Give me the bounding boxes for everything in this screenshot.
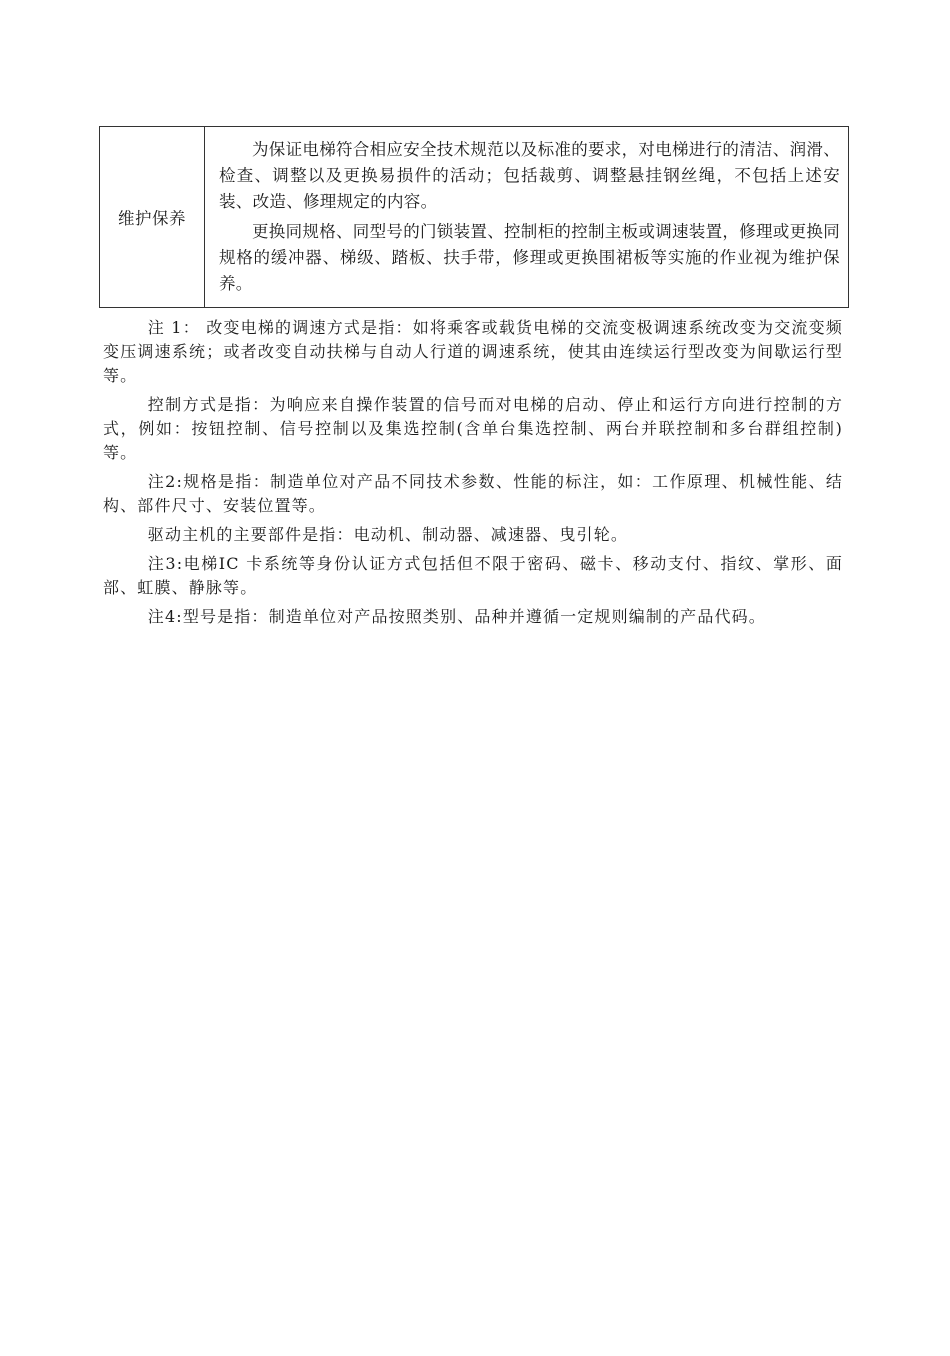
note-paragraph: 驱动主机的主要部件是指：电动机、制动器、减速器、曳引轮。 bbox=[147, 525, 628, 544]
note-paragraph: 注 1： 改变电梯的调速方式是指：如将乘客或载货电梯的交流变极调速系统改变为交流变频变压调速系统；或者改变自动扶梯与自动人行道的调速系统，使其由连续运行型改变为间歇运行型等。 bbox=[103, 318, 843, 385]
definition-cell bbox=[205, 127, 849, 308]
definition-paragraph: 更换同规格、同型号的门锁装置、控制柜的控制主板或调速装置，修理或更换同规格的缓冲器、梯级、踏板、扶手带，修理或更换围裙板等实施的作业视为维护保养。 bbox=[219, 222, 840, 293]
table-row bbox=[100, 127, 849, 308]
note-paragraph: 注4:型号是指：制造单位对产品按照类别、品种并遵循一定规则编制的产品代码。 bbox=[147, 607, 766, 626]
notes-section bbox=[103, 316, 843, 634]
definition-paragraph: 为保证电梯符合相应安全技术规范以及标准的要求，对电梯进行的清洁、润滑、检查、调整以及更换易损件的活动；包括裁剪、调整悬挂钢丝绳，不包括上述安装、改造、修理规定的内容。 bbox=[219, 140, 840, 211]
definition-table bbox=[99, 126, 849, 308]
note-paragraph: 注3:电梯IC 卡系统等身份认证方式包括但不限于密码、磁卡、移动支付、指纹、掌形、面部、虹膜、静脉等。 bbox=[103, 554, 843, 597]
note-paragraph: 注2:规格是指：制造单位对产品不同技术参数、性能的标注，如：工作原理、机械性能、结构、部件尺寸、安装位置等。 bbox=[103, 472, 843, 515]
note-paragraph: 控制方式是指：为响应来自操作装置的信号而对电梯的启动、停止和运行方向进行控制的方式，例如：按钮控制、信号控制以及集选控制(含单台集选控制、两台并联控制和多台群组控制)等。 bbox=[103, 395, 843, 462]
term-cell: 维护保养 bbox=[100, 127, 205, 308]
